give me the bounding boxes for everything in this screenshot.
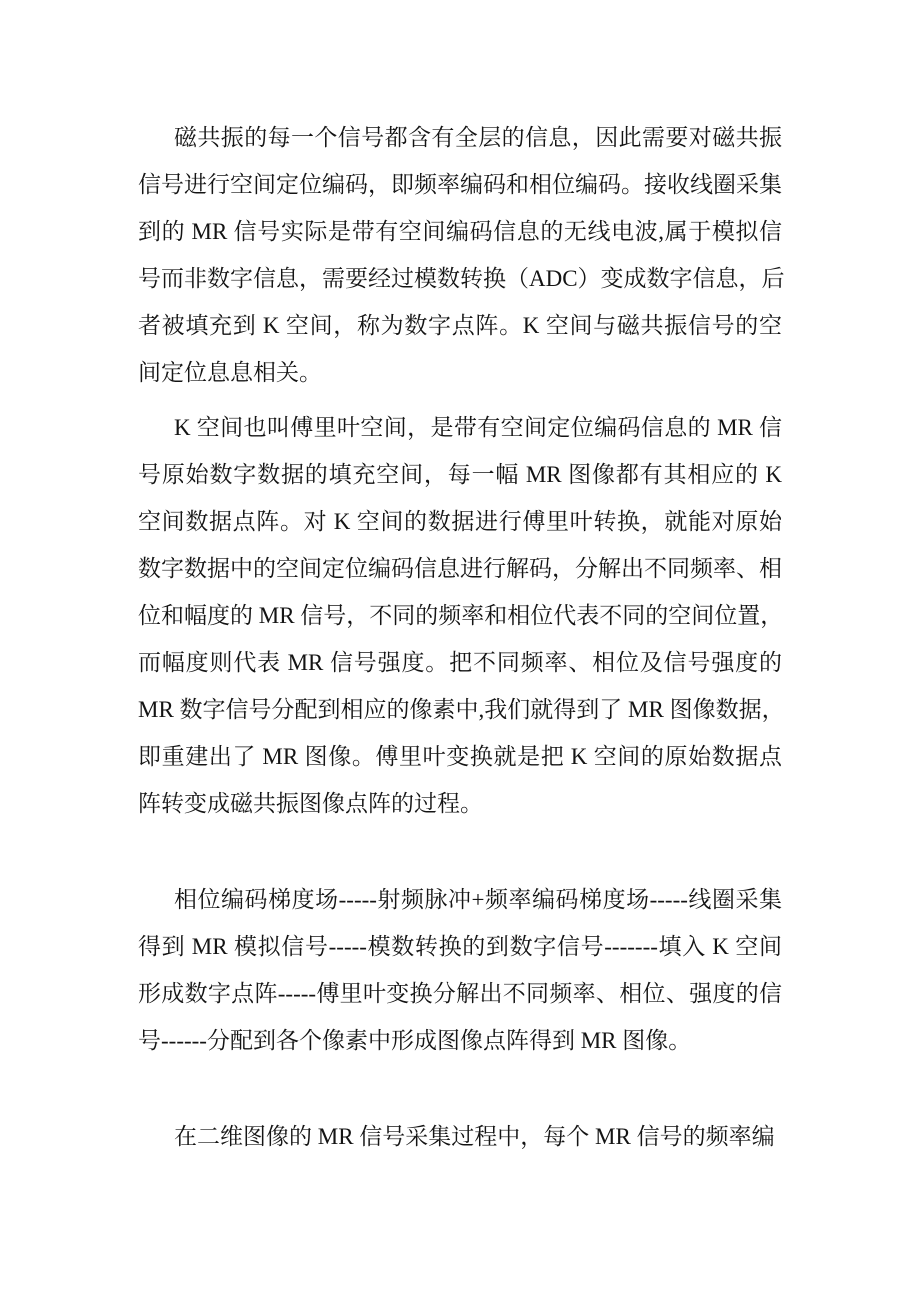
text-line: 信号进行空间定位编码，即频率编码和相位编码。接收线圈采集 [138,172,782,197]
text-line: MR 数字信号分配到相应的像素中,我们就得到了 MR 图像数据， [138,697,785,722]
text-line: 相位编码梯度场-----射频脉冲+频率编码梯度场-----线圈采集 [174,887,782,912]
text-line: 位和幅度的 MR 信号，不同的频率和相位代表不同的空间位置， [138,603,784,628]
text-line: 号------分配到各个像素中形成图像点阵得到 MR 图像。 [138,1028,692,1053]
text-line: 形成数字点阵-----傅里叶变换分解出不同频率、相位、强度的信 [138,981,782,1006]
text-line: K 空间也叫傅里叶空间，是带有空间定位编码信息的 MR 信 [174,415,782,440]
paragraph-2d-acquisition-intro [138,1113,782,1160]
blank-line [138,1072,782,1113]
paragraph-k-space-fourier-transform [138,404,785,827]
text-line: 号而非数字信息，需要经过模数转换（ADC）变成数字信息，后 [138,266,785,291]
text-line: 在二维图像的 MR 信号采集过程中，每个 MR 信号的频率编 [174,1124,775,1149]
paragraph-mr-signal-spatial-encoding [138,114,785,396]
text-line: 到的 MR 信号实际是带有空间编码信息的无线电波,属于模拟信 [138,219,782,244]
text-line: 间定位息息相关。 [138,360,322,385]
blank-line [138,835,782,876]
text-line: 阵转变成磁共振图像点阵的过程。 [138,791,483,816]
text-line: 者被填充到 K 空间，称为数字点阵。K 空间与磁共振信号的空 [138,313,782,338]
text-line: 空间数据点阵。对 K 空间的数据进行傅里叶转换，就能对原始 [138,509,782,534]
text-line: 数字数据中的空间定位编码信息进行解码，分解出不同频率、相 [138,556,782,581]
paragraph-signal-flow-summary [138,876,782,1064]
text-line: 即重建出了 MR 图像。傅里叶变换就是把 K 空间的原始数据点 [138,744,782,769]
text-line: 磁共振的每一个信号都含有全层的信息，因此需要对磁共振 [174,125,782,150]
text-line: 号原始数字数据的填充空间，每一幅 MR 图像都有其相应的 K [138,462,782,487]
text-line: 而幅度则代表 MR 信号强度。把不同频率、相位及信号强度的 [138,650,782,675]
text-line: 得到 MR 模拟信号-----模数转换的到数字信号-------填入 K 空间 [138,934,782,959]
